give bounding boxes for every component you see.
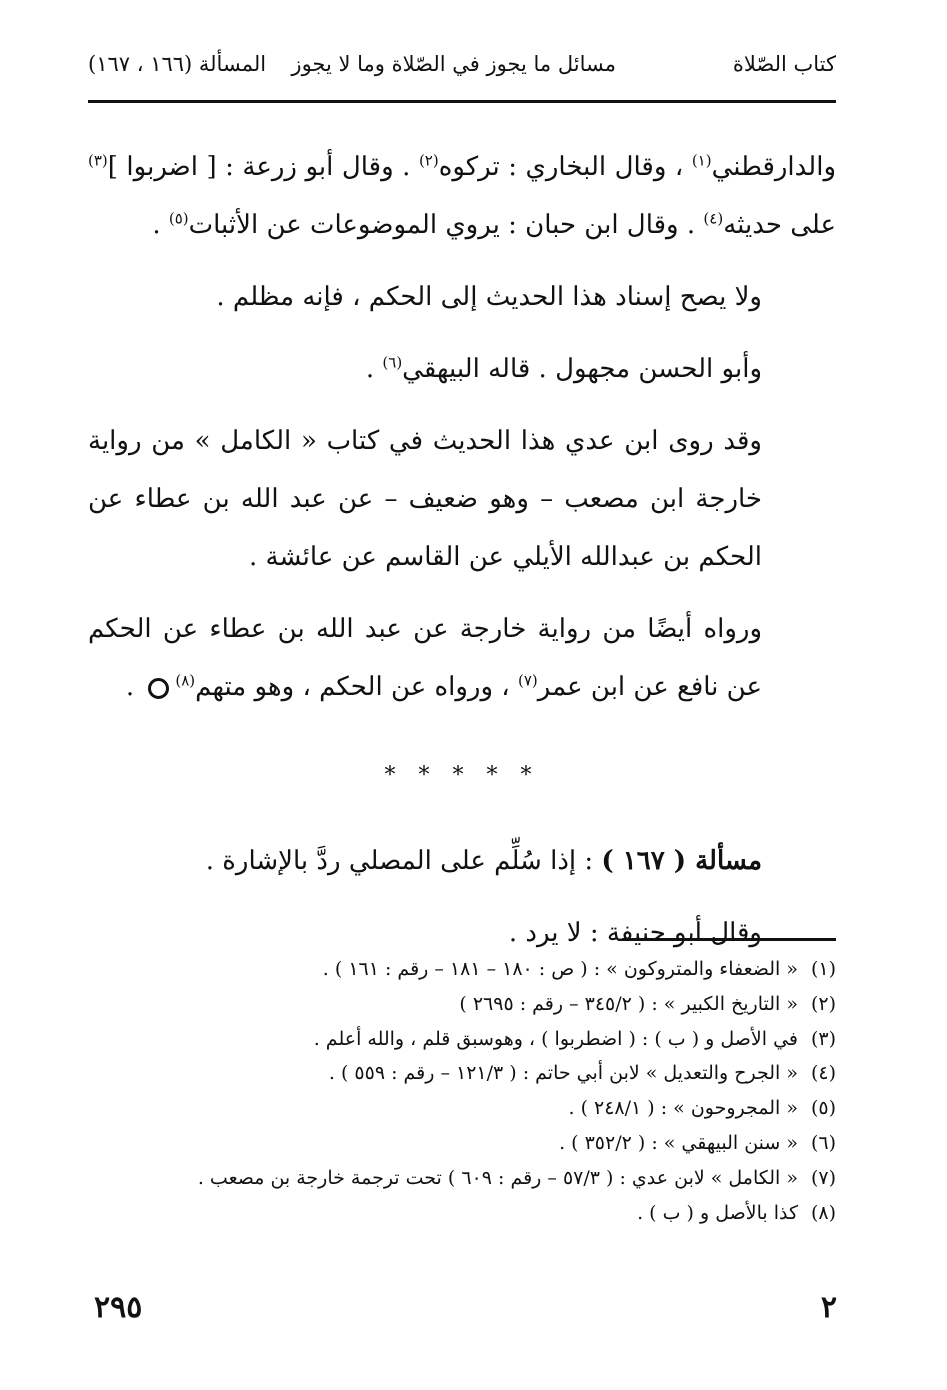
running-header [88, 44, 836, 103]
footnote-text: « الضعفاء والمتروكون » : ( ص : ١٨٠ – ١٨١ – رقم : ١٦١ ) . [322, 958, 798, 980]
footnote-text: « الكامل » لابن عدي : ( ٥٧/٣ – رقم : ٦٠٩ ) تحت ترجمة خارجة بن مصعب . [197, 1166, 798, 1189]
section-separator: * * * * * [384, 763, 540, 788]
main-text [88, 138, 836, 962]
footnote-number: (٣) [810, 1027, 836, 1050]
paragraph-6: وقال أبو حنيفة : لا يرد . [508, 918, 762, 948]
footnote-item [88, 1196, 836, 1231]
p1-text-b: ، وقال البخاري : تركوه [438, 152, 692, 182]
issue-text: : إذا سُلِّم على المصلي ردَّ بالإشارة . [205, 846, 602, 876]
p1-text-d: على حديثه [723, 210, 836, 240]
paragraph-2: ولا يصح إسناد هذا الحديث إلى الحكم ، فإنه مظلم . [216, 282, 762, 312]
footnote-text: « التاريخ الكبير » : ( ٣٤٥/٢ – رقم : ٢٦٩٥ ) [459, 992, 798, 1015]
paragraph-4: وقد روى ابن عدي هذا الحديث في كتاب « الكامل » من رواية خارجة ابن مصعب – وهو ضعيف – عن عبد الله بن عطاء عن الحكم بن عبدالله الأيلي عن القاسم عن عائشة . [88, 426, 762, 572]
page-number: ٢٩٥ [94, 1290, 143, 1325]
p1-text-c: . وقال أبو زرعة : [ اضربوا ] [107, 152, 419, 182]
paragraph-5 [88, 600, 836, 716]
footnote-text: « المجروحون » : ( ٢٤٨/١ ) . [568, 1097, 798, 1120]
footnote-ref-1: (١) [691, 151, 712, 170]
footnote-text: في الأصل و ( ب ) : ( اضطربوا ) ، وهوسبق قلم ، والله أعلم . [313, 1027, 798, 1050]
footnote-number: (٤) [810, 1062, 836, 1085]
footnote-ref-8: (٨) [175, 671, 196, 690]
footnotes [88, 952, 836, 1230]
footnote-item [88, 1056, 836, 1091]
end-circle-icon [148, 678, 169, 699]
paragraph-3 [88, 340, 836, 398]
p1-text-e: . وقال ابن حبان : يروي الموضوعات عن الأثبات [188, 210, 704, 240]
p5-text-b: ، ورواه عن الحكم ، وهو متهم [195, 672, 518, 702]
footnote-item [88, 1091, 836, 1126]
p3-text-a: وأبو الحسن مجهول . قاله البيهقي [402, 354, 762, 384]
footnote-text: « سنن البيهقي » : ( ٣٥٢/٢ ) . [559, 1131, 798, 1154]
p3-text-b: . [365, 354, 383, 384]
footnote-ref-2: (٢) [418, 151, 439, 170]
p1-text-a: والدارقطني [711, 152, 836, 182]
p5-text-c: . [125, 672, 143, 702]
footnote-number: (٢) [810, 992, 836, 1015]
footnote-item [88, 952, 836, 987]
header-issue-range: المسألة (١٦٦ ، ١٦٧) [88, 52, 267, 76]
p5-text-a: ورواه أيضًا من رواية خارجة عن عبد الله بن عطاء عن الحكم عن نافع عن ابن عمر [88, 614, 763, 702]
footnote-ref-4: (٤) [703, 209, 724, 228]
footnote-number: (٥) [810, 1097, 836, 1120]
footnote-number: (١) [810, 958, 836, 980]
issue-heading [88, 832, 836, 890]
footnote-number: (٧) [810, 1166, 836, 1189]
footnote-item [88, 987, 836, 1022]
footnote-item [88, 1161, 836, 1196]
paragraph-1 [88, 138, 836, 254]
footnote-number: (٦) [810, 1131, 836, 1154]
footnote-text: « الجرح والتعديل » لابن أبي حاتم : ( ١٢١/٣ – رقم : ٥٥٩ ) . [328, 1062, 798, 1085]
footnote-item [88, 1126, 836, 1161]
footnote-ref-7: (٧) [517, 671, 538, 690]
footnote-ref-3: (٣) [88, 151, 108, 170]
issue-label: مسألة ( ١٦٧ ) [601, 846, 762, 876]
p1-text-f: . [152, 210, 169, 240]
footnote-divider [622, 938, 836, 941]
footnote-item [88, 1022, 836, 1057]
footnote-ref-6: (٦) [382, 353, 403, 372]
header-chapter-title: مسائل ما يجوز في الصّلاة وما لا يجوز [291, 52, 616, 76]
header-book-title: كتاب الصّلاة [732, 52, 836, 76]
footnote-number: (٨) [810, 1201, 836, 1224]
signature-mark: ٢ [820, 1290, 837, 1325]
footnote-ref-5: (٥) [168, 209, 189, 228]
footnote-text: كذا بالأصل و ( ب ) . [637, 1201, 798, 1224]
